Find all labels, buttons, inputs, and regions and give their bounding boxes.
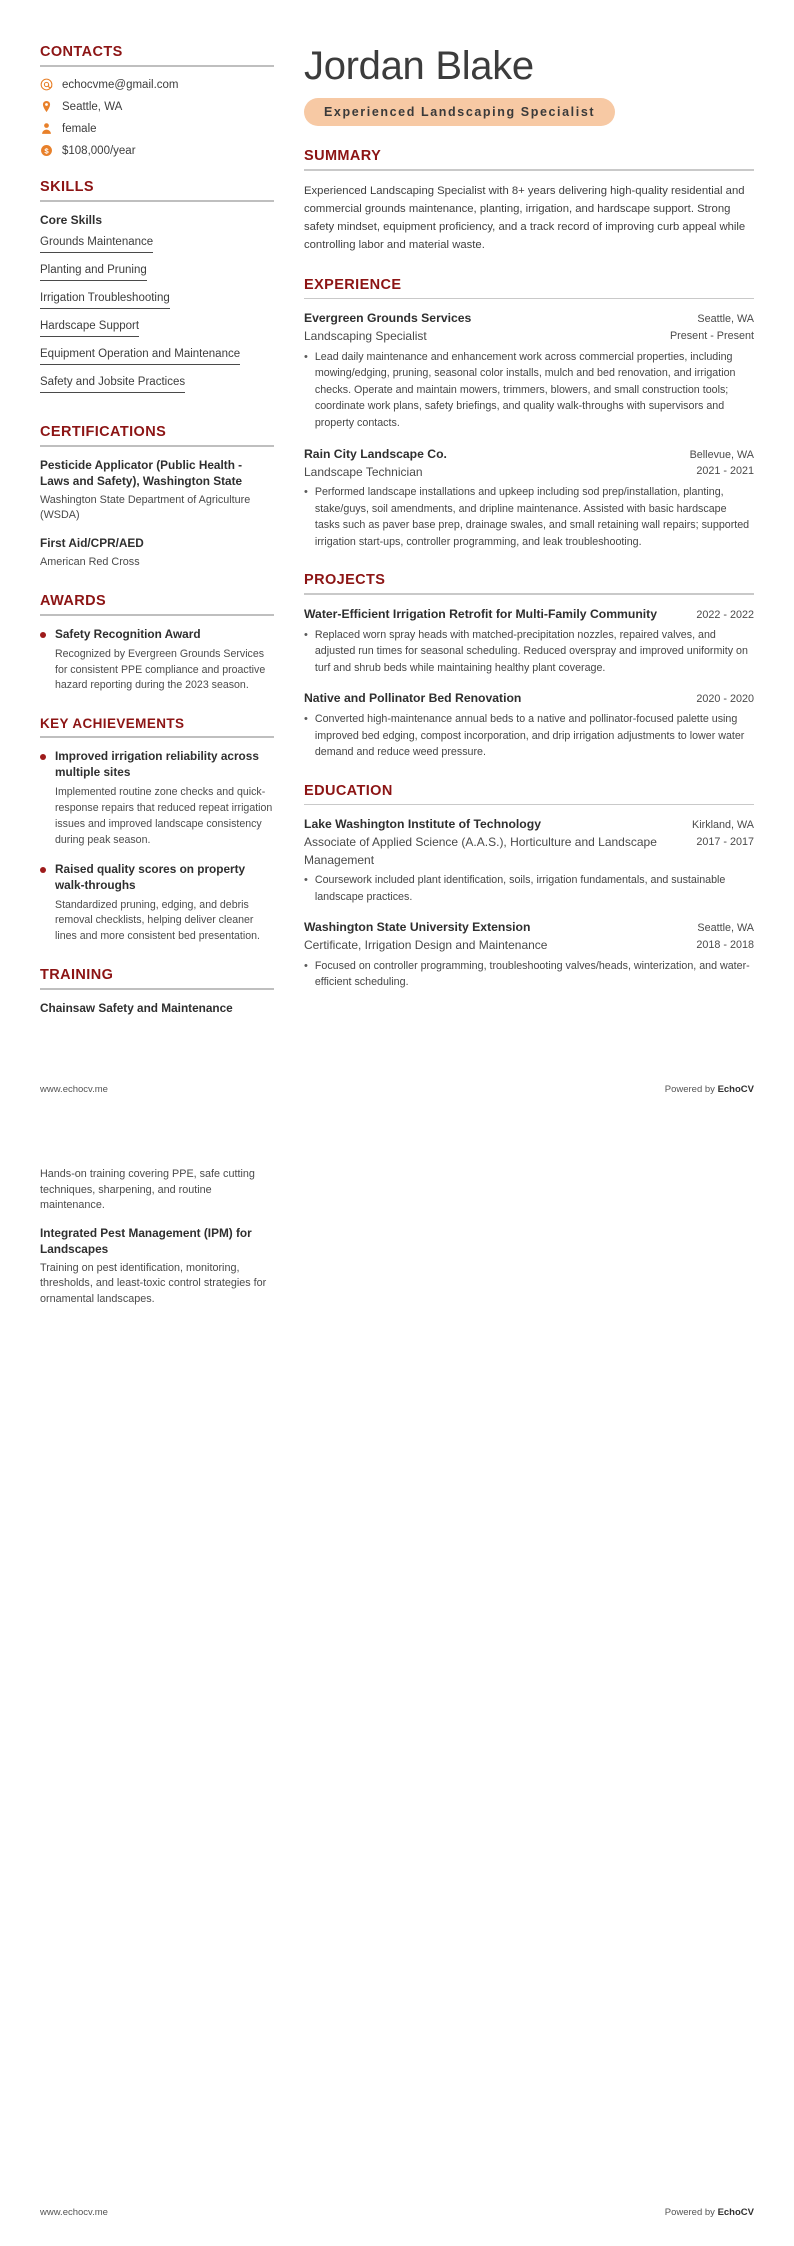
bullet-dot-icon (40, 867, 46, 873)
contact-email[interactable] (40, 78, 274, 91)
education-entry (304, 919, 754, 991)
contact-salary (40, 144, 274, 157)
certification-name: First Aid/CPR/AED (40, 536, 144, 551)
education-entry-header (304, 919, 754, 954)
training-name: Integrated Pest Management (IPM) for Landscapes (40, 1225, 252, 1256)
contact-email-value: echocvme@gmail.com (62, 78, 179, 91)
bullet-dot-icon (40, 632, 46, 638)
skill-chip: Safety and Jobsite Practices (40, 374, 185, 393)
project-entry (304, 606, 754, 676)
experience-entry-header (304, 310, 754, 345)
education-degree: Certificate, Irrigation Design and Maintenance (304, 938, 548, 953)
award-description: Recognized by Evergreen Grounds Services for consistent PPE compliance and proactive hazard reporting during the 2023 season. (55, 647, 266, 692)
experience-bullet-text: Performed landscape installations and upkeep including sod prep/installation, planting, stake/guys, soil amendments, and dripline maintenance. Assisted with basic hardscape tasks such as paver base prep, drainage swales, and small retaining wall repairs; supported irrigation start-ups, controller programming, and leak troubleshooting. (314, 486, 750, 548)
skill-chip: Planting and Pruning (40, 262, 147, 281)
experience-entry-header (304, 446, 754, 481)
candidate-name: Jordan Blake (304, 44, 534, 88)
awards-divider (40, 614, 274, 616)
skill-chip: Irrigation Troubleshooting (40, 290, 170, 309)
education-degree: Associate of Applied Science (A.A.S.), Horticulture and Landscape Management (304, 835, 657, 867)
role-badge: Experienced Landscaping Specialist (304, 98, 615, 126)
location-pin-icon (40, 100, 53, 113)
contact-location (40, 100, 274, 113)
footer-brand (665, 1084, 754, 1095)
certification-issuer: American Red Cross (40, 556, 140, 569)
training-divider (40, 988, 274, 990)
summary-divider (304, 169, 754, 171)
experience-entry (304, 446, 754, 551)
key-achievements-title: KEY ACHIEVEMENTS (40, 716, 185, 732)
education-entry-left (304, 816, 678, 869)
certifications-section (40, 424, 274, 571)
contacts-title: CONTACTS (40, 44, 123, 60)
project-entry-header (304, 690, 754, 708)
project-entry-left (304, 606, 682, 623)
contact-salary-value: $108,000/year (62, 144, 136, 157)
education-entry-meta (692, 816, 754, 850)
certification-item (40, 536, 274, 571)
skill-chip: Grounds Maintenance (40, 234, 153, 253)
page-2-footer (40, 2207, 754, 2218)
footer-brand-name: EchoCV (717, 2207, 754, 2218)
sidebar (40, 44, 292, 1039)
experience-bullet-text: Lead daily maintenance and enhancement work across commercial properties, including mowing/edging, pruning, seasonal color installs, mulch and bed renovation, and irrigation checks. Operate and maintain mowers, trimmers, blowers, and small construction tools; coordinate work plans, safety briefings, and quality walk-throughs with supervisors and property contacts. (314, 350, 736, 429)
page1-columns (40, 44, 754, 1039)
awards-title: AWARDS (40, 592, 107, 609)
experience-entry (304, 310, 754, 431)
achievement-item (40, 862, 274, 946)
bullet-marker-icon: • (304, 486, 308, 499)
project-entry-header (304, 606, 754, 624)
bullet-dot-icon (40, 754, 46, 760)
skills-title: SKILLS (40, 179, 94, 195)
contact-gender (40, 122, 274, 135)
person-icon (40, 122, 53, 135)
experience-bullet (304, 349, 754, 432)
education-entry-left (304, 919, 682, 954)
bullet-marker-icon: • (304, 959, 308, 972)
skill-chip: Equipment Operation and Maintenance (40, 346, 240, 365)
certifications-divider (40, 445, 274, 447)
experience-bullets (304, 484, 754, 550)
experience-org: Evergreen Grounds Services (304, 311, 472, 326)
key-achievements-section (40, 716, 274, 945)
education-location: Kirkland, WA (692, 819, 754, 832)
page-1-footer (40, 1084, 754, 1095)
training-name: Chainsaw Safety and Maintenance (40, 1001, 233, 1016)
bullet-marker-icon: • (304, 628, 308, 641)
projects-divider (304, 593, 754, 595)
award-item (40, 627, 274, 695)
education-school: Washington State University Extension (304, 920, 531, 935)
project-name: Water-Efficient Irrigation Retrofit for Multi-Family Community (304, 606, 657, 621)
education-dates: 2017 - 2017 (696, 836, 754, 848)
contacts-section (40, 44, 274, 157)
footer-powered-prefix: Powered by (664, 2207, 718, 2218)
skills-list (40, 234, 274, 402)
key-achievements-divider (40, 736, 274, 738)
project-bullet-text: Converted high-maintenance annual beds to a native and pollinator-focused palette using improved bed edging, compost incorporation, and drip irrigation adjustments to lower water demand and reduce weed pressure. (314, 713, 745, 759)
project-bullet (304, 627, 754, 677)
skills-section (40, 179, 274, 402)
project-entry (304, 690, 754, 760)
awards-section (40, 593, 274, 695)
experience-dates: Present - Present (669, 329, 754, 342)
bullet-marker-icon: • (304, 713, 308, 726)
contact-gender-value: female (62, 122, 97, 135)
experience-position: Landscape Technician (304, 464, 423, 479)
education-entry-header (304, 816, 754, 869)
project-bullet-text: Replaced worn spray heads with matched-precipitation nozzles, repaired valves, and adjusted run times for seasonal scheduling. Reduced overspray and improved uniformity on turf and shrub beds while maintaining healthy plant coverage. (314, 628, 748, 674)
experience-entry-left (304, 446, 676, 481)
training-section-continued (40, 1167, 274, 1308)
certifications-title: CERTIFICATIONS (40, 424, 167, 440)
contact-location-value: Seattle, WA (62, 100, 123, 113)
footer-url[interactable]: www.echocv.me (40, 2207, 108, 2218)
experience-position: Landscaping Specialist (304, 329, 427, 344)
projects-section (304, 572, 754, 760)
svg-text:$: $ (44, 146, 49, 156)
certification-name: Pesticide Applicator (Public Health - Laws and Safety), Washington State (40, 458, 243, 488)
project-dates: 2022 - 2022 (696, 608, 754, 621)
education-bullet-text: Coursework included plant identification, soils, irrigation fundamentals, and sustainable landscape practices. (314, 874, 726, 903)
sidebar-continued (40, 1167, 292, 1330)
project-name: Native and Pollinator Bed Renovation (304, 691, 522, 706)
bullet-marker-icon: • (304, 350, 308, 363)
summary-title: SUMMARY (304, 148, 382, 164)
experience-location: Bellevue, WA (689, 448, 754, 461)
project-bullets (304, 627, 754, 677)
footer-brand (665, 2207, 754, 2218)
skills-subhead: Core Skills (40, 213, 103, 227)
achievement-description: Implemented routine zone checks and quick-response repairs that reduced repeat irrigation issues and improved landscape consistency during peak season. (55, 786, 273, 846)
certification-item (40, 458, 274, 524)
training-title: TRAINING (40, 967, 114, 984)
resume-page-2 (0, 1123, 794, 2246)
education-bullet (304, 958, 754, 991)
projects-title: PROJECTS (304, 572, 386, 589)
training-section (40, 967, 274, 1017)
summary-section (304, 148, 754, 255)
experience-entry-left (304, 310, 656, 345)
education-bullets (304, 958, 754, 991)
experience-entry-meta (670, 310, 754, 344)
training-description: Hands-on training covering PPE, safe cutting techniques, sharpening, and routine maintenance. (40, 1168, 255, 1212)
skill-chip: Hardscape Support (40, 318, 139, 337)
footer-brand-name: EchoCV (717, 1084, 754, 1095)
education-section (304, 783, 754, 991)
experience-dates: 2021 - 2021 (696, 465, 754, 478)
page2-columns (40, 1167, 754, 1330)
summary-text: Experienced Landscaping Specialist with 8+ years delivering high-quality residential and commercial grounds maintenance, planting, irrigation, and hardscape support. Strong safety mindset, equipment proficiency, and a track record of improving curb appeal while controlling labor and material waste. (304, 184, 746, 252)
project-entry-left (304, 690, 682, 707)
footer-powered-prefix: Powered by (664, 1084, 718, 1095)
education-school: Lake Washington Institute of Technology (304, 817, 541, 832)
contacts-divider (40, 65, 274, 67)
education-location: Seattle, WA (697, 922, 754, 935)
achievement-name: Raised quality scores on property walk-throughs (55, 861, 246, 892)
experience-location: Seattle, WA (697, 313, 754, 326)
project-bullets (304, 711, 754, 761)
education-bullet-text: Focused on controller programming, troubleshooting valves/heads, winterization, and water-efficient scheduling. (314, 959, 750, 989)
education-bullets (304, 872, 754, 905)
project-bullet (304, 711, 754, 761)
certification-issuer: Washington State Department of Agriculture (WSDA) (40, 493, 251, 522)
education-title: EDUCATION (304, 782, 393, 799)
skills-divider (40, 200, 274, 202)
education-divider (304, 804, 754, 806)
education-dates: 2018 - 2018 (696, 939, 754, 952)
award-name: Safety Recognition Award (55, 626, 201, 641)
education-bullet (304, 872, 754, 905)
footer-url[interactable]: www.echocv.me (40, 1084, 108, 1095)
achievement-name: Improved irrigation reliability across multiple sites (55, 749, 259, 780)
training-description: Training on pest identification, monitoring, thresholds, and least-toxic control strategies for ornamental landscapes. (40, 1261, 267, 1306)
experience-bullets (304, 349, 754, 432)
experience-org: Rain City Landscape Co. (304, 446, 447, 461)
experience-title: EXPERIENCE (304, 276, 402, 293)
main-column (292, 44, 754, 1013)
experience-entry-meta (690, 446, 754, 480)
experience-divider (304, 298, 754, 300)
education-entry (304, 816, 754, 905)
education-entry-meta (696, 919, 754, 953)
project-entry-meta (696, 690, 754, 708)
project-entry-meta (696, 606, 754, 624)
achievement-description: Standardized pruning, edging, and debris removal checklists, helping deliver cleaner lines and more consistent bed presentation. (55, 898, 260, 943)
at-email-icon (40, 78, 53, 91)
experience-section (304, 277, 754, 551)
bullet-marker-icon: • (304, 874, 308, 887)
achievement-item (40, 749, 274, 848)
experience-bullet (304, 484, 754, 550)
project-dates: 2020 - 2020 (696, 693, 754, 706)
money-coin-icon (40, 144, 53, 157)
